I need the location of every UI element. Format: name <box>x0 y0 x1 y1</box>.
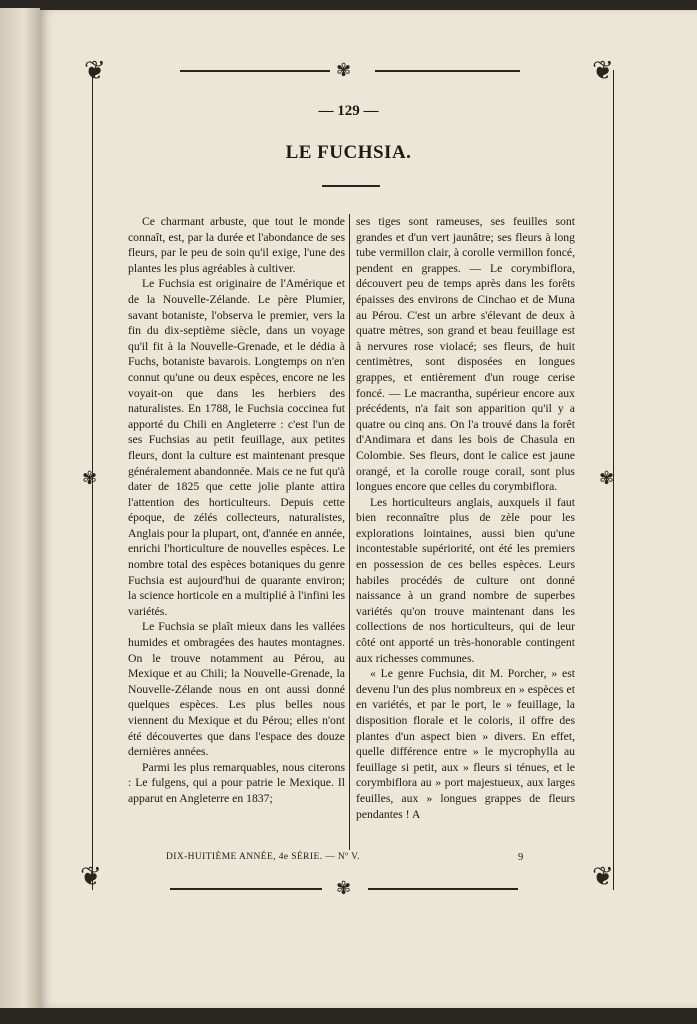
frame-top-rule-left <box>180 70 330 72</box>
paragraph: Ce charmant arbuste, que tout le monde connaît, est, par la durée et l'abondance de ses fleurs, par le peu de soin qu'il exige, l'une des plantes les plus agréables à cultiver. <box>128 215 345 275</box>
floral-medallion-icon: ✾ <box>82 468 98 489</box>
floral-medallion-icon: ✾ <box>336 878 352 899</box>
sheet-number: 9 <box>518 852 524 863</box>
text-column-right <box>356 214 575 822</box>
floral-medallion-icon: ✾ <box>336 60 352 81</box>
page-number: — 129 — <box>318 103 379 119</box>
footer-signature: DIX-HUITIÈME ANNÉE, 4e SÉRIE. — Nº V. <box>166 852 360 862</box>
floral-corner-icon: ❦ <box>592 862 614 892</box>
floral-corner-icon: ❦ <box>592 56 614 86</box>
floral-medallion-icon: ✾ <box>599 468 615 489</box>
frame-bottom-rule-left <box>170 888 322 890</box>
paragraph: Le Fuchsia est originaire de l'Amérique et de la Nouvelle-Zélande. Le père Plumier, savant botaniste, l'observa le premier, vers la fin du dix-septième siècle, dans un voyage qu'il fit à la Nouvelle-Grenade, et le dédia à Fuchs, botaniste bavarois. Longtemps on n'en connut qu'une ou deux espèces, encore ne les voyait-on que dans les herbiers des naturalistes. En 1788, le Fuchsia coccinea fut apporté du Chili en Angleterre : c'est l'un de ses Fuchsias au petit feuillage, aux petites fleurs, dont la culture est maintenant presque généralement abandonnée. Mais ce ne fut qu'à dater de 1825 que cette jolie plante attira l'attention des horticulteurs. Depuis cette époque, de zélés collecteurs, naturalistes, Anglais pour la plupart, ont, d'année en année, enrichi l'horticulture de nouvelles espèces. Le nombre total des espèces botaniques du genre Fuchsia est aujourd'hui de quarante environ; la science horticole en a multiplié à l'infini les variétés. <box>128 277 345 618</box>
column-divider <box>349 214 350 850</box>
title-divider <box>322 185 380 187</box>
page-title: LE FUCHSIA. <box>285 142 412 163</box>
text-column-left <box>128 214 345 807</box>
paragraph: « Le genre Fuchsia, dit M. Porcher, » est devenu l'un des plus nombreux en » espèces et en variétés, et par le port, le » feuillage, la disposition florale et le coloris, il offre des plantes d'un aspect bien » divers. En effet, quelle différence entre » le mycrophylla au feuillage si petit, aux » fleurs si ténues, et le corymbiflora au » port majestueux, aux larges feuilles, aux » longues grappes de fleurs pendantes ! A <box>356 667 575 821</box>
paragraph: ses tiges sont rameuses, ses feuilles sont grandes et d'un vert jaunâtre; ses fleurs à long tube vermillon clair, à corolle vermillon foncé, pendent en grappes. — Le corymbiflora, découvert peu de temps après dans les forêts épaisses des environs de Cinchao et de Muna au Pérou. C'est un arbre s'élevant de deux à quatre mètres, son grand et beau feuillage est à nervures rose violacé; ses fleurs, de huit centimètres, sont disposées en longues grappes, et entièrement d'un rouge cerise foncé. — Le macrantha, supérieur encore aux précédents, n'a fait son apparition qu'il y a quatre ou cinq ans. On l'a trouvé dans la forêt d'Andimara et dans les bois de Chasula en Colombie. Ses fleurs, dont le calice est jaune orangé, et la corolle rouge corail, sont plus longues encore que celles du corymbiflora. <box>356 215 575 494</box>
frame-top-rule-right <box>375 70 520 72</box>
frame-bottom-rule-right <box>368 888 518 890</box>
floral-corner-icon: ❦ <box>80 862 102 892</box>
paragraph: Parmi les plus remarquables, nous citerons : Le fulgens, qui a pour patrie le Mexique. Il apparut en Angleterre en 1837; <box>128 760 345 805</box>
floral-corner-icon: ❦ <box>84 56 106 86</box>
paragraph: Le Fuchsia se plaît mieux dans les vallées humides et ombragées des hautes montagnes. On le trouve notamment au Pérou, au Mexique et au Chili; la Nouvelle-Grenade, la Nouvelle-Zélande nous en ont aussi donné quelques espèces. Les plus belles nous viennent du Mexique et du Pérou; elles n'ont été découvertes que dans l'espace des douze dernières années. <box>128 620 345 759</box>
paragraph: Les horticulteurs anglais, auxquels il faut bien reconnaître plus de zèle pour les explorations lointaines, aussi bien qu'une incontestable supériorité, ont été les premiers en possession de ces belles espèces. Leurs habiles procédés de culture ont donné naissance à un grand nombre de superbes variétés qu'on trouve maintenant dans les collections de nos horticulteurs, qui de leur côté ont apporté un très-honorable contingent aux richesses communes. <box>356 495 575 665</box>
